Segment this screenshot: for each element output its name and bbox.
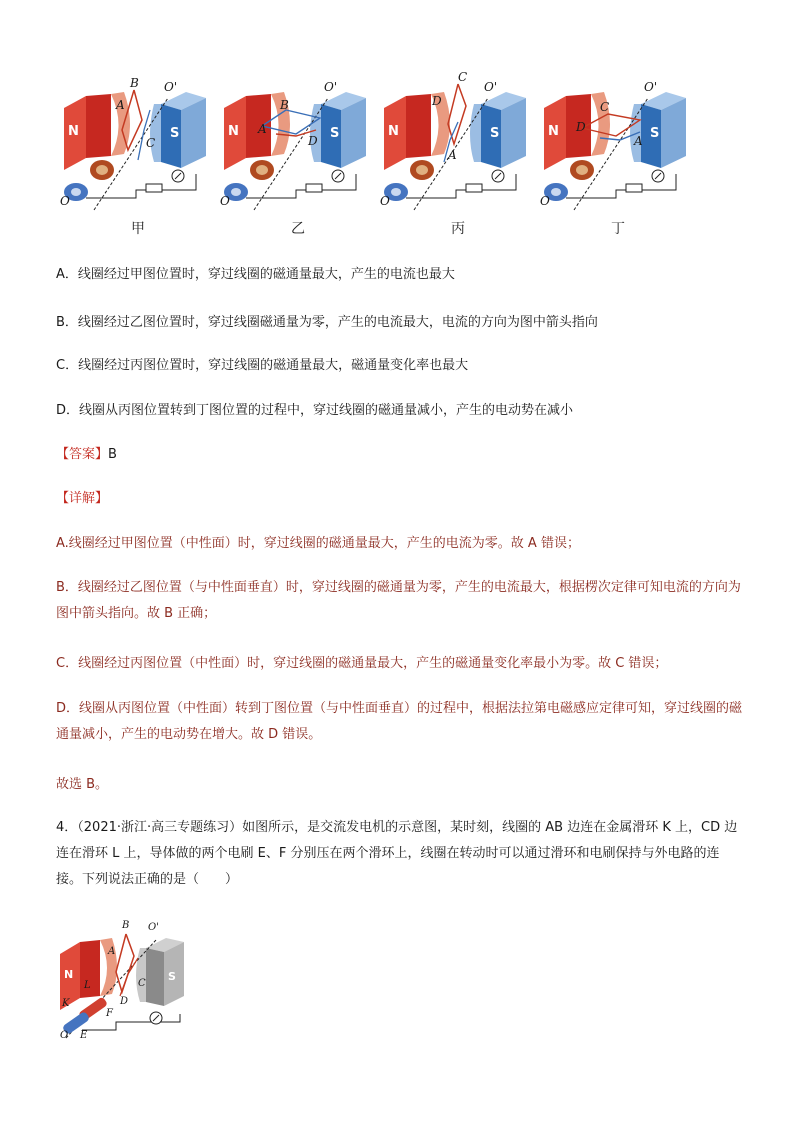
answer-line xyxy=(56,446,117,464)
detail-tag: 【详解】 xyxy=(56,491,109,506)
axis-o-label: O xyxy=(220,194,230,208)
option-a: A．线圈经过甲图位置时，穿过线圈的磁通量最大，产生的电流也最大 xyxy=(56,267,455,282)
magnet-n-label: N xyxy=(388,124,399,139)
point-b-label: B xyxy=(122,920,130,931)
axis-o-label: O xyxy=(380,194,390,208)
point-b-label: B xyxy=(130,76,139,90)
magnet-n-label: N xyxy=(228,124,239,139)
magnet-n-label: N xyxy=(64,968,74,981)
brush-f-label: F xyxy=(106,1008,113,1019)
point-b-label: B xyxy=(280,98,289,112)
axis-o-prime-label: O' xyxy=(148,922,159,933)
figure-caption: 甲 xyxy=(131,221,145,237)
detail-c: C．线圈经过丙图位置（中性面）时，穿过线圈的磁通量最大，产生的磁通量变化率最小为零。故 C 错误； xyxy=(56,656,668,671)
point-c-label: C xyxy=(458,70,468,84)
option-d: D．线圈从丙图位置转到丁图位置的过程中，穿过线圈的磁通量减小，产生的电动势在减小 xyxy=(56,403,574,418)
brush-e-label: E xyxy=(80,1030,88,1041)
magnet-s-label: S xyxy=(170,126,180,141)
point-c-label: C xyxy=(138,978,146,989)
figure-caption: 乙 xyxy=(291,221,305,237)
detail-a: A.线圈经过甲图位置（中性面）时，穿过线圈的磁通量最大，产生的电流为零。故 A 错误； xyxy=(56,536,580,551)
point-d-label: D xyxy=(120,996,129,1007)
detail-conclusion: 故选 B。 xyxy=(56,777,109,792)
axis-o-prime-label: O' xyxy=(324,80,338,94)
question-4-text: 4．（2021·浙江·高三专题练习）如图所示，是交流发电机的示意图，某时刻，线圈的 AB 边连在金属滑环 K 上，CD 边连在滑环 L 上，导体做的两个电刷 E、F 分别压在两个滑环上，线圈在转动时可以通过滑环和电刷保持与外电路的连接。下列说法正确的是（ ） xyxy=(56,820,738,887)
point-c-label: C xyxy=(600,100,610,114)
point-c-label: C xyxy=(146,136,156,150)
figure-ding xyxy=(536,70,696,240)
detail-b: B．线圈经过乙图位置（与中性面垂直）时，穿过线圈的磁通量为零，产生的电流最大，根据楞次定律可知电流的方向为图中箭头指向。故 B 正确； xyxy=(56,580,741,621)
figure-caption: 丙 xyxy=(451,221,465,237)
magnet-s-label: S xyxy=(330,126,340,141)
axis-o-prime-label: O' xyxy=(484,80,498,94)
question-4-figure xyxy=(56,918,196,1048)
axis-o-prime-label: O' xyxy=(164,80,178,94)
magnet-s-label: S xyxy=(168,970,176,983)
point-d-label: D xyxy=(308,134,318,148)
magnet-s-label: S xyxy=(650,126,660,141)
point-d-label: D xyxy=(432,94,442,108)
point-a-label: A xyxy=(108,946,116,957)
answer-value: B xyxy=(108,447,117,462)
point-a-label: A xyxy=(116,98,125,112)
figure-caption: 丁 xyxy=(611,221,625,237)
ring-l-label: L xyxy=(84,980,91,991)
axis-o-label: O xyxy=(60,194,70,208)
figure-bing xyxy=(376,70,536,240)
ring-k-label: K xyxy=(62,998,70,1009)
axis-o-label: O xyxy=(540,194,550,208)
point-d-label: D xyxy=(576,120,586,134)
figure-jia xyxy=(56,70,216,240)
answer-tag: 【答案】 xyxy=(56,447,109,462)
option-c: C．线圈经过丙图位置时，穿过线圈的磁通量最大，磁通量变化率也最大 xyxy=(56,358,469,373)
point-a-label: A xyxy=(634,134,643,148)
figure-yi xyxy=(216,70,376,240)
axis-o-label: O xyxy=(60,1030,69,1041)
magnet-n-label: N xyxy=(548,124,559,139)
figure-row xyxy=(56,70,696,240)
magnet-s-label: S xyxy=(490,126,500,141)
point-a-label: A xyxy=(448,148,457,162)
axis-o-prime-label: O' xyxy=(644,80,658,94)
point-a-label: A xyxy=(258,122,267,136)
detail-d: D．线圈从丙图位置（中性面）转到丁图位置（与中性面垂直）的过程中，根据法拉第电磁感应定律可知，穿过线圈的磁通量减小，产生的电动势在增大。故 D 错误。 xyxy=(56,701,743,742)
magnet-n-label: N xyxy=(68,124,79,139)
option-b: B．线圈经过乙图位置时，穿过线圈磁通量为零，产生的电流最大，电流的方向为图中箭头指向 xyxy=(56,315,598,330)
